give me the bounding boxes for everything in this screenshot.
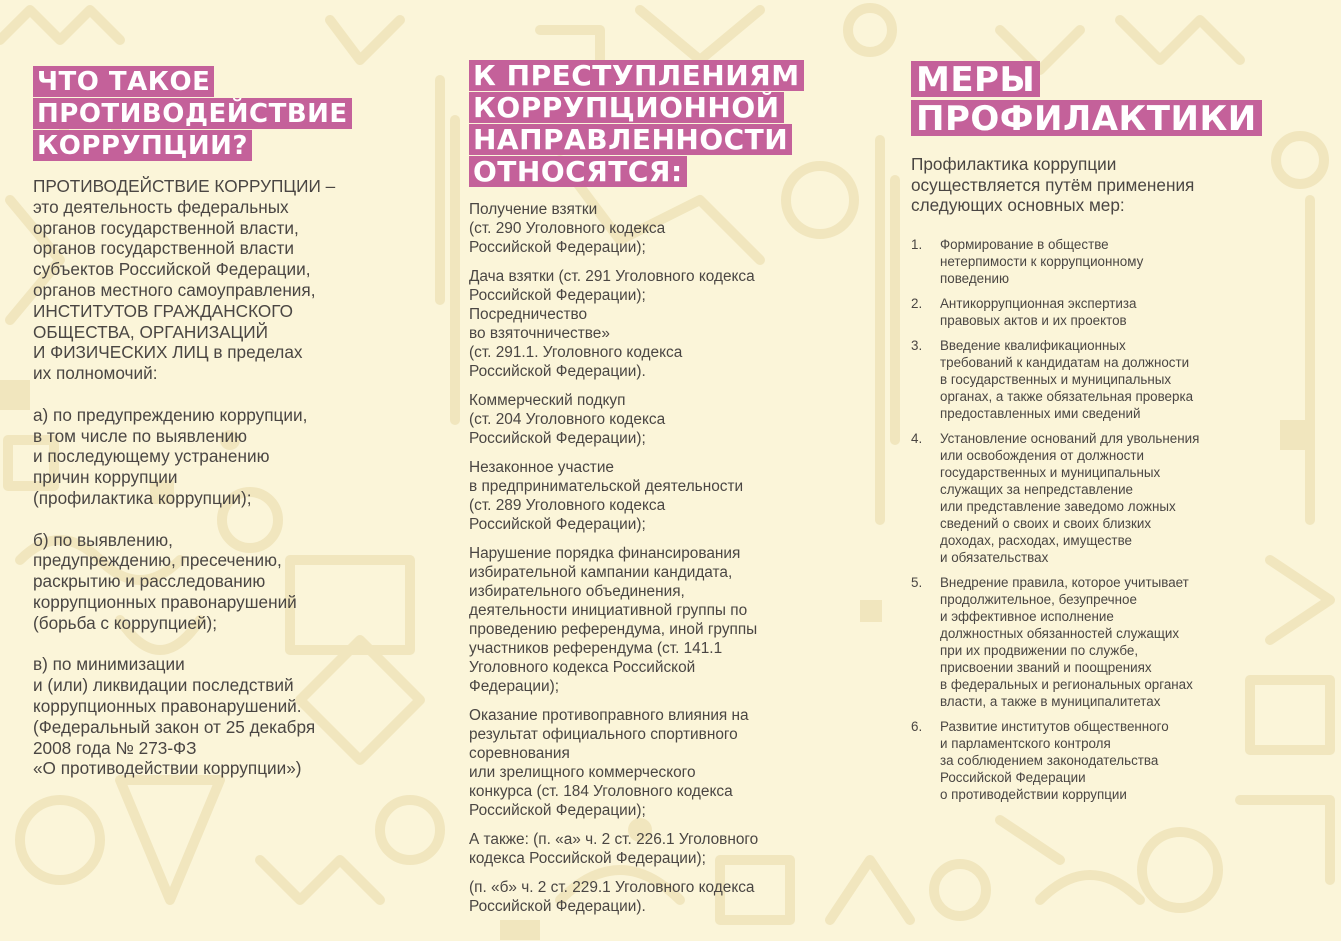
heading-corruption-crimes (469, 60, 804, 188)
item-text: Антикоррупционная экспертиза правовых актов и их проектов (940, 296, 1137, 328)
list-item (911, 718, 1311, 803)
item-text: Внедрение правила, которое учитывает продолжительное, безупречное и эффективное исполнение должностных обязанностей служащих при их продвижении по службе, присвоении званий и поощрениях в федеральных и региональных органах власти, а также в муниципалитетах (940, 575, 1193, 709)
list-item (911, 574, 1311, 710)
item-text: Развитие институтов общественного и парламентского контроля за соблюдением законодательства Российской Федерации о противодействии коррупции (940, 719, 1169, 802)
definition-paragraph: ПРОТИВОДЕЙСТВИЕ КОРРУПЦИИ – это деятельность федеральных органов государственной власти, органов государственной власти субъектов Российской Федерации, органов местного самоуправления, ИНСТИТУТОВ ГРАЖДАНСКОГО ОБЩЕСТВА, ОРГАНИЗАЦИЙ И ФИЗИЧЕСКИХ ЛИЦ в пределах их полномочий: (33, 176, 336, 384)
list-item (911, 295, 1311, 329)
crimes-list (469, 200, 869, 926)
list-item (911, 430, 1311, 566)
crime-item: Незаконное участие в предпринимательской деятельности (ст. 289 Уголовного кодекса Российской Федерации); (469, 459, 744, 533)
crime-item: Коммерческий подкуп (ст. 204 Уголовного кодекса Российской Федерации); (469, 392, 666, 447)
definition-text (33, 176, 433, 800)
crime-item: (п. «б» ч. 2 ст. 229.1 Уголовного кодекса Российской Федерации). (469, 879, 755, 915)
crime-item: Оказание противоправного влияния на результат официального спортивного соревнования или зрелищного коммерческого конкурса (ст. 184 Уголовного кодекса Российской Федерации); (469, 707, 749, 819)
heading-line: МЕРЫ (911, 61, 1040, 97)
definition-paragraph: а) по предупреждению коррупции, в том числе по выявлению и последующему устранению причин коррупции (профилактика коррупции); (33, 404, 308, 508)
heading-line: ПРОТИВОДЕЙСТВИЕ (33, 98, 352, 129)
item-number: 5. (911, 575, 923, 590)
heading-line: ЧТО ТАКОЕ (33, 66, 214, 97)
heading-prevention-measures (911, 61, 1262, 139)
list-item (911, 236, 1311, 287)
definition-paragraph: б) по выявлению, предупреждению, пресечению, раскрытию и расследованию коррупционных правонарушений (борьба с коррупцией); (33, 529, 297, 633)
item-number: 1. (911, 237, 923, 252)
list-item (911, 337, 1311, 422)
crime-item: Дача взятки (ст. 291 Уголовного кодекса Российской Федерации); Посредничество во взяточничестве» (ст. 291.1. Уголовного кодекса Российской Федерации). (469, 268, 755, 380)
heading-line: К ПРЕСТУПЛЕНИЯМ (469, 60, 804, 91)
prevention-intro: Профилактика коррупции осуществляется путём применения следующих основных мер: (911, 154, 1195, 215)
measures-list (911, 236, 1311, 811)
crime-item: Получение взятки (ст. 290 Уголовного кодекса Российской Федерации); (469, 201, 666, 256)
crime-item: Нарушение порядка финансирования избирательной кампании кандидата, избирательного объединения, деятельности инициативной группы по проведению референдума, иной группы участников референдума (ст. 141.1 Уголовного кодекса Российской Федерации); (469, 545, 758, 695)
item-text: Введение квалификационных требований к кандидатам на должности в государственных и муниципальных органах, а также обязательная проверка предоставленных ими сведений (940, 338, 1194, 421)
heading-line: КОРРУПЦИИ? (33, 130, 252, 161)
heading-line: ПРОФИЛАКТИКИ (911, 100, 1262, 136)
item-text: Установление оснований для увольнения или освобождения от должности государственных и муниципальных служащих за непредставление или представление заведомо ложных сведений о своих и своих близких доходах, расходах, имуществе и обязательствах (940, 431, 1200, 565)
heading-line: НАПРАВЛЕННОСТИ (469, 124, 792, 155)
heading-line: ОТНОСЯТСЯ: (469, 156, 687, 187)
item-number: 4. (911, 431, 923, 446)
item-text: Формирование в обществе нетерпимости к коррупционному поведению (940, 237, 1144, 286)
item-number: 6. (911, 719, 923, 734)
definition-paragraph: в) по минимизации и (или) ликвидации последствий коррупционных правонарушений. (Федеральный закон от 25 декабря 2008 года № 273-ФЗ «О противодействии коррупции») (33, 654, 316, 779)
heading-what-is-anticorruption (33, 66, 352, 162)
crime-item: А также: (п. «а» ч. 2 ст. 226.1 Уголовного кодекса Российской Федерации); (469, 831, 759, 867)
item-number: 3. (911, 338, 923, 353)
item-number: 2. (911, 296, 923, 311)
heading-line: КОРРУПЦИОННОЙ (469, 92, 784, 123)
